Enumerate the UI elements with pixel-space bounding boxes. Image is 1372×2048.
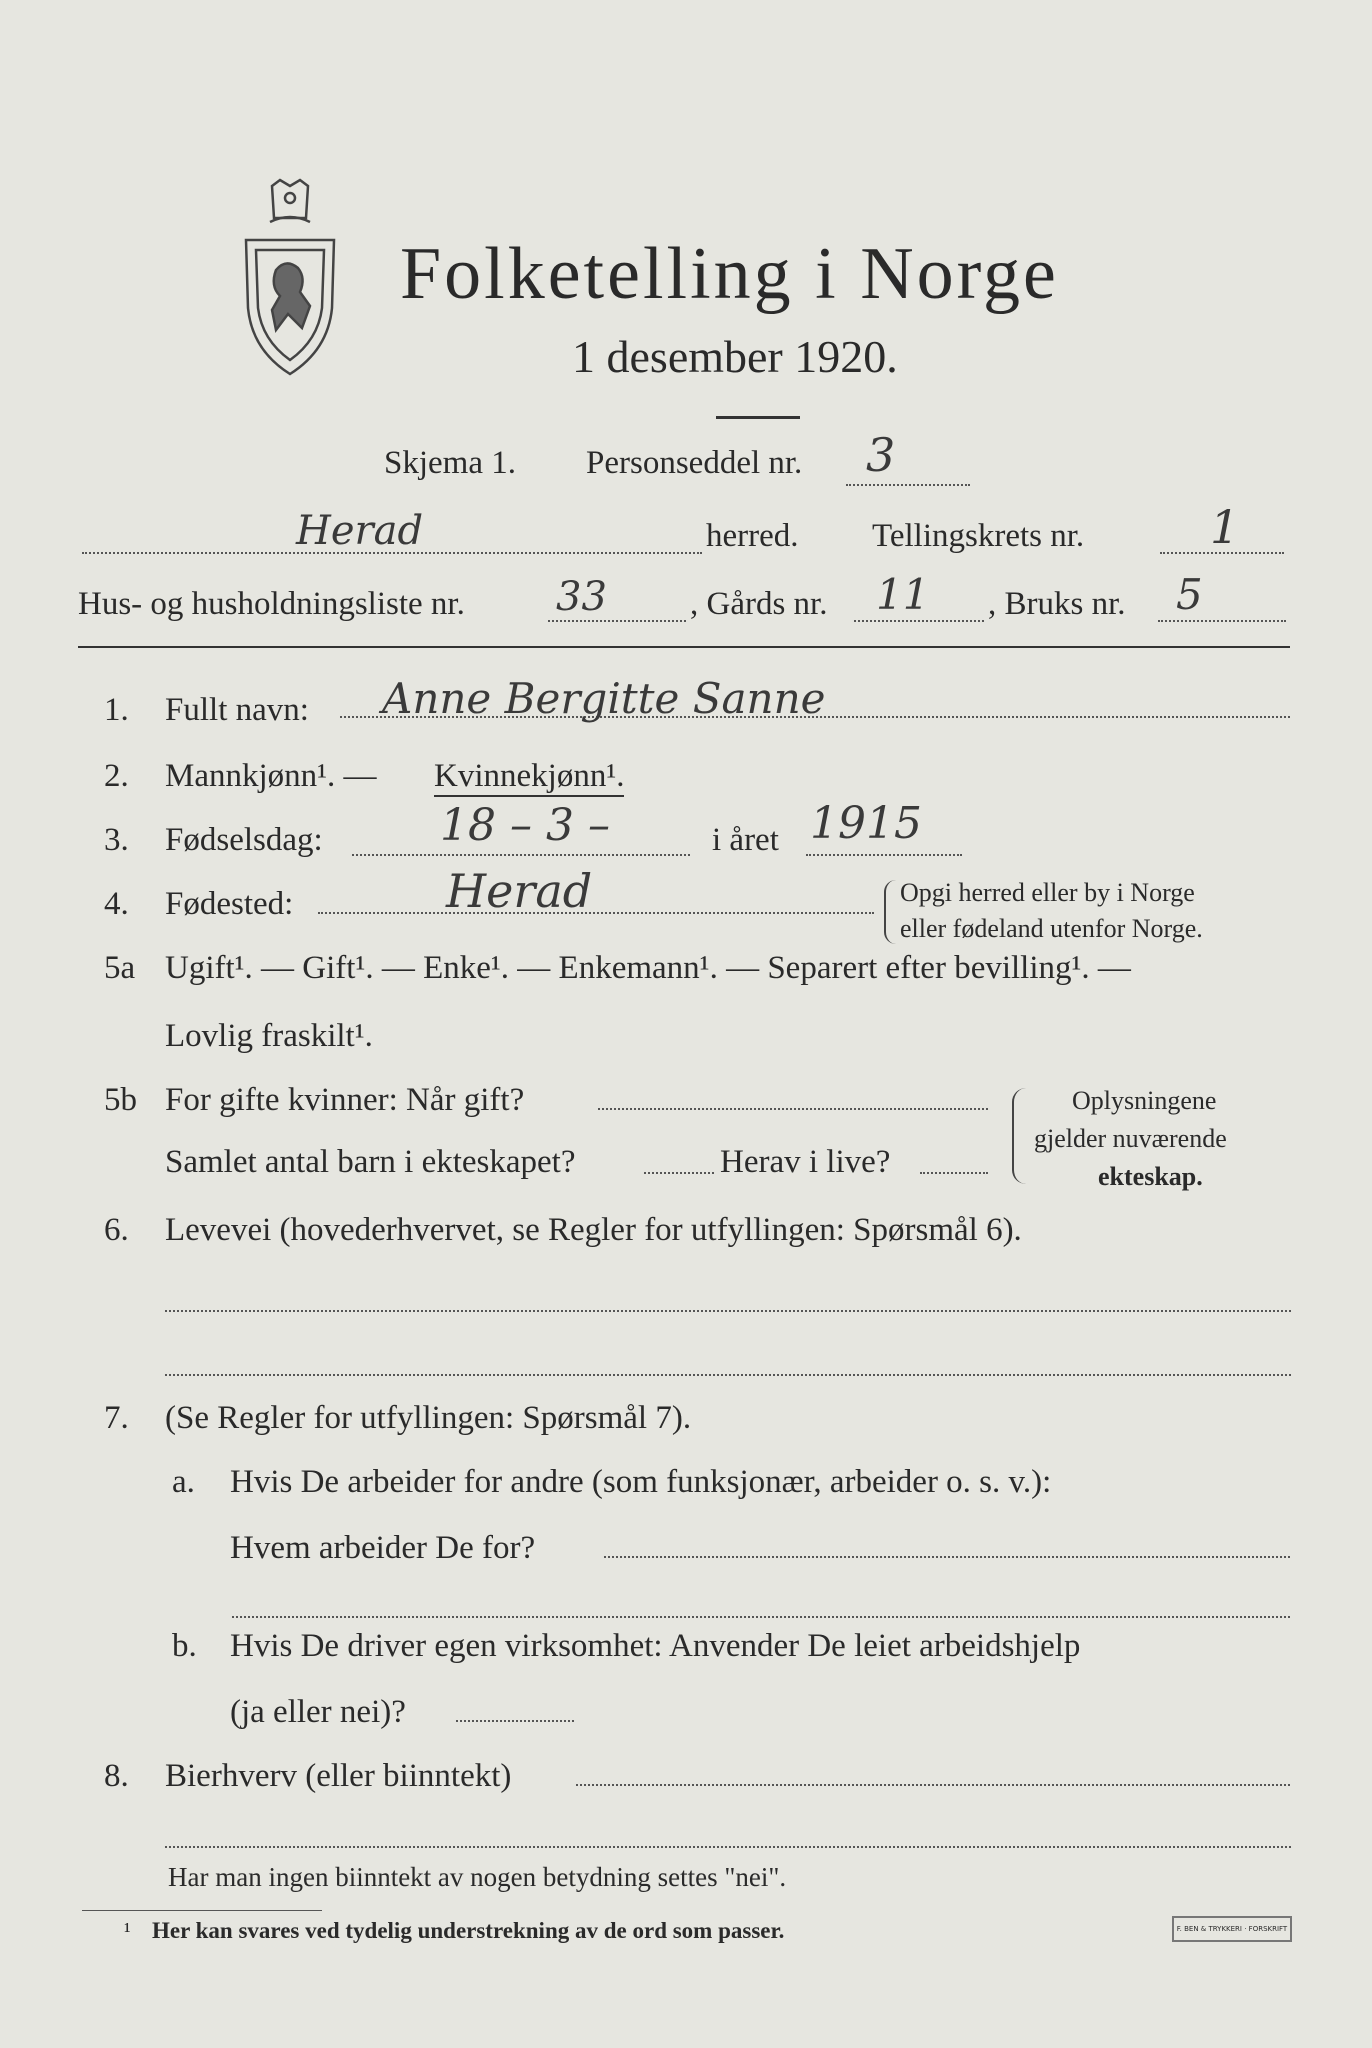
q4-label: Fødested: <box>165 886 294 922</box>
birth-year-field[interactable] <box>806 854 962 856</box>
birthplace-note-2: eller fødeland utenfor Norge. <box>900 914 1203 943</box>
q1-number: 1. <box>104 692 129 728</box>
q7a-number: a. <box>172 1464 195 1500</box>
q4-number: 4. <box>104 886 129 922</box>
side-income-field-2[interactable] <box>165 1846 1291 1848</box>
herred-label: herred. <box>706 518 799 554</box>
hired-help-label: (ja eller nei)? <box>230 1694 406 1730</box>
birthdate-field[interactable] <box>352 854 690 856</box>
birth-year-value: 1915 <box>810 798 922 849</box>
personseddel-label: Personseddel nr. <box>586 445 803 481</box>
title-rule <box>716 416 800 419</box>
mannkjonn-option[interactable]: Mannkjønn¹. — <box>165 758 377 794</box>
bruks-field[interactable] <box>1158 620 1286 622</box>
printer-stamp <box>1172 1916 1292 1942</box>
q3-number: 3. <box>104 822 129 858</box>
q7b-line-1: Hvis De driver egen virksomhet: Anvender De leiet arbeidshjelp <box>230 1628 1081 1664</box>
children-field[interactable] <box>644 1172 714 1174</box>
q6-number: 6. <box>104 1212 129 1248</box>
living-children-field[interactable] <box>920 1172 988 1174</box>
q7a-line-1: Hvis De arbeider for andre (som funksjonær, arbeider o. s. v.): <box>230 1464 1052 1500</box>
q2-number: 2. <box>104 758 129 794</box>
side-income-field[interactable] <box>576 1784 1290 1786</box>
children-label: Samlet antal barn i ekteskapet? <box>165 1144 576 1180</box>
tellingskrets-value: 1 <box>1210 500 1240 554</box>
side-income-label: Bierhverv (eller biinntekt) <box>165 1758 512 1794</box>
employer-label: Hvem arbeider De for? <box>230 1530 536 1566</box>
bruks-label: , Bruks nr. <box>988 586 1126 622</box>
birthdate-value: 18 – 3 – <box>440 800 610 851</box>
hired-help-field[interactable] <box>456 1720 574 1722</box>
marriage-note-2: gjelder nuværende <box>1034 1124 1227 1153</box>
birthplace-field[interactable] <box>318 912 874 914</box>
birth-year-label: i året <box>712 822 779 858</box>
tellingskrets-label: Tellingskrets nr. <box>872 518 1085 554</box>
q7-label: (Se Regler for utfyllingen: Spørsmål 7). <box>165 1400 692 1436</box>
occupation-label: Levevei (hovederhvervet, se Regler for utfyllingen: Spørsmål 6). <box>165 1212 1022 1248</box>
gards-value: 11 <box>876 570 930 619</box>
personseddel-value: 3 <box>866 428 896 482</box>
married-when-label: For gifte kvinner: Når gift? <box>165 1082 525 1118</box>
form-title: Folketelling i Norge <box>400 233 1059 315</box>
footnote-rule <box>82 1910 322 1911</box>
herred-value: Herad <box>296 508 424 554</box>
q8-number: 8. <box>104 1758 129 1794</box>
q5b-number: 5b <box>104 1082 137 1118</box>
q3-label: Fødselsdag: <box>165 822 323 858</box>
occupation-field-2[interactable] <box>165 1374 1291 1376</box>
living-children-label: Herav i live? <box>720 1144 891 1180</box>
marriage-note-bracket <box>1012 1088 1026 1184</box>
birthplace-note-1: Opgi herred eller by i Norge <box>900 878 1195 907</box>
hus-label: Hus- og husholdningsliste nr. <box>78 586 465 622</box>
header-divider <box>78 646 1290 648</box>
hus-field[interactable] <box>548 620 686 622</box>
norwegian-coat-of-arms-icon <box>232 178 348 378</box>
full-name-value: Anne Bergitte Sanne <box>382 674 826 723</box>
footnote-mark: ¹ <box>124 1918 131 1943</box>
birthplace-value: Herad <box>446 864 593 918</box>
employer-field-2[interactable] <box>232 1616 1290 1618</box>
gards-label: , Gårds nr. <box>690 586 828 622</box>
side-income-note: Har man ingen biinntekt av nogen betydning settes "nei". <box>168 1862 787 1892</box>
marital-status-options[interactable]: Ugift¹. — Gift¹. — Enke¹. — Enkemann¹. — Separert efter bevilling¹. — <box>165 950 1131 986</box>
q7-number: 7. <box>104 1400 129 1436</box>
marriage-note-1: Oplysningene <box>1072 1086 1217 1115</box>
footnote-text: Her kan svares ved tydelig understrekning av de ord som passer. <box>152 1918 785 1943</box>
q1-label: Fullt navn: <box>165 692 309 728</box>
skjema-label: Skjema 1. <box>384 445 516 481</box>
kvinnekjonn-option[interactable]: Kvinnekjønn¹. <box>434 758 624 797</box>
employer-field[interactable] <box>604 1556 1290 1558</box>
occupation-field-1[interactable] <box>165 1310 1291 1312</box>
marriage-note-3: ekteskap. <box>1098 1162 1203 1191</box>
gards-field[interactable] <box>854 620 984 622</box>
hus-value: 33 <box>556 574 607 620</box>
personseddel-field[interactable] <box>846 484 970 486</box>
bruks-value: 5 <box>1176 570 1203 619</box>
printer-stamp-text: F. BEN & TRYKKERI · FORSKRIFT <box>1176 1925 1288 1933</box>
form-date: 1 desember 1920. <box>572 331 898 382</box>
marital-status-options-2[interactable]: Lovlig fraskilt¹. <box>165 1018 373 1054</box>
q7b-number: b. <box>172 1628 197 1664</box>
married-when-field[interactable] <box>598 1108 988 1110</box>
birthplace-note-bracket <box>884 880 896 944</box>
q5a-number: 5a <box>104 950 136 986</box>
